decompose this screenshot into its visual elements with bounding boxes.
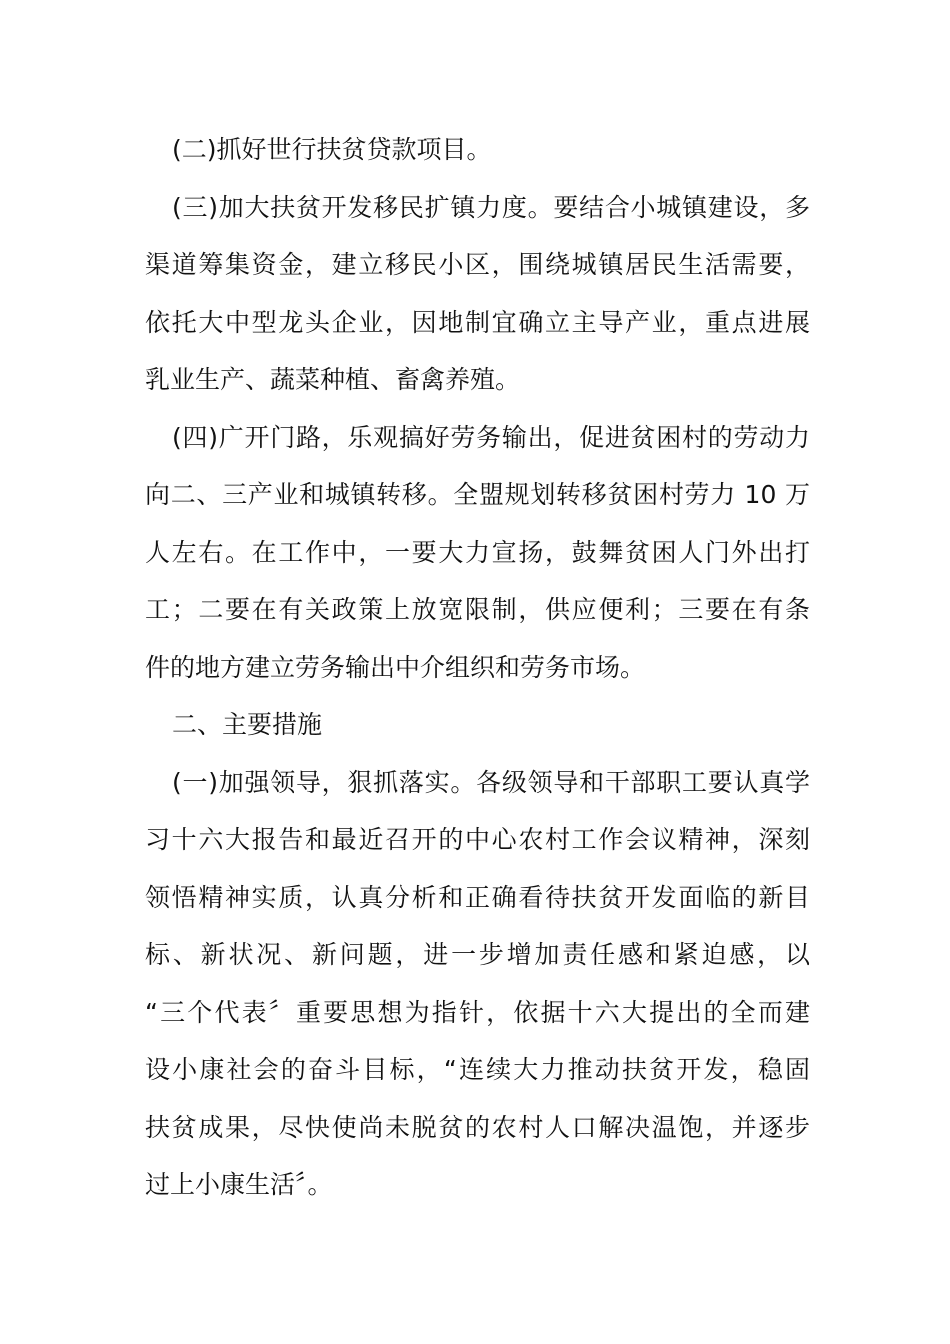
text-line: 件的地方建立劳务输出中介组织和劳务市场。 bbox=[145, 653, 646, 682]
text-line: 向二、三产业和城镇转移。全盟规划转移贫困村劳力 10 万 bbox=[145, 480, 810, 509]
section-heading: 二、主要措施 bbox=[172, 710, 323, 739]
text-line: (二)抓好世行扶贫贷款项目。 bbox=[172, 135, 492, 164]
text-line: (三)加大扶贫开发移民扩镇力度。要结合小城镇建设，多 bbox=[172, 193, 810, 222]
text-line: 领悟精神实质，认真分析和正确看待扶贫开发面临的新目 bbox=[145, 883, 810, 912]
text-line: (一)加强领导，狠抓落实。各级领导和干部职工要认真学 bbox=[172, 768, 810, 797]
text-line: 扶贫成果，尽快使尚未脱贫的农村人口解决温饱，并逐步 bbox=[145, 1113, 810, 1142]
text-line: 工；二要在有关政策上放宽限制，供应便利；三要在有条 bbox=[145, 595, 810, 624]
text-line: 过上小康生活〞。 bbox=[145, 1170, 333, 1199]
text-line: 标、新状况、新问题，进一步增加责任感和紧迫感，以 bbox=[145, 940, 810, 969]
text-line: “三个代表〞重要思想为指针，依据十六大提出的全而建 bbox=[145, 998, 810, 1027]
text-line: 乳业生产、蔬菜种植、畜禽养殖。 bbox=[145, 365, 521, 394]
text-line: (四)广开门路，乐观搞好劳务输出，促进贫困村的劳动力 bbox=[172, 423, 810, 452]
text-line: 习十六大报告和最近召开的中心农村工作会议精神，深刻 bbox=[145, 825, 810, 854]
text-line: 设小康社会的奋斗目标，“连续大力推动扶贫开发，稳固 bbox=[145, 1055, 810, 1084]
text-line: 依托大中型龙头企业，因地制宜确立主导产业，重点进展 bbox=[145, 308, 810, 337]
text-line: 渠道筹集资金，建立移民小区，围绕城镇居民生活需要， bbox=[145, 250, 810, 279]
text-line: 人左右。在工作中，一要大力宣扬，鼓舞贫困人门外出打 bbox=[145, 538, 810, 567]
